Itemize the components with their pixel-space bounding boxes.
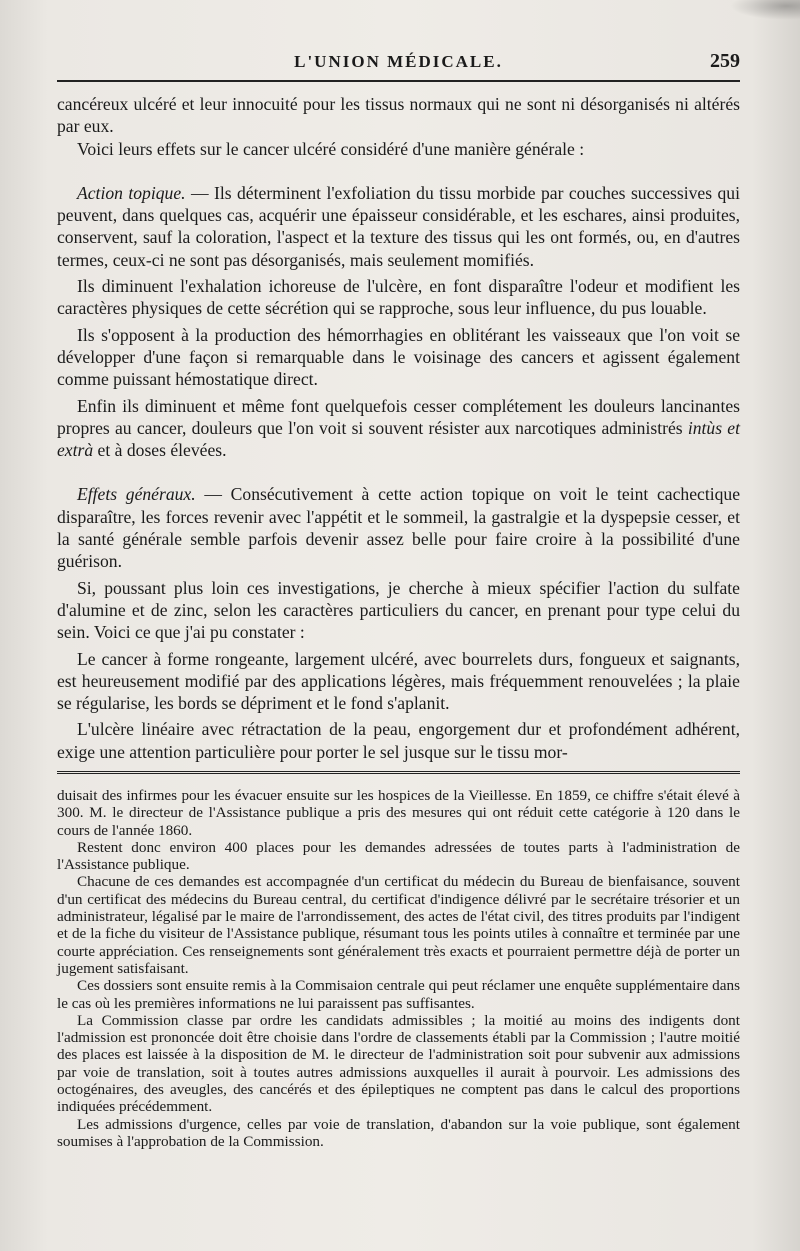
note-paragraph: Chacune de ces demandes est accompagnée d'un certificat du médecin du Bureau de bienfaisance, souvent d'un certificat des médecins du Bureau central, du certificat d'indigence délivré par le secrétaire trésorier et un administrateur, légalisé par le maire de l'arrondissement, des actes de l'état civil, des titres produits par l'indigent et de la fiche du visiteur de l'Assistance publique, résumant tous les points utiles à connaître et terminée par une courte appréciation. Ces renseignements sont généralement très exacts et pourraient permettre déjà de porter un jugement satisfaisant. <box>57 873 740 977</box>
paragraph-forme-rongeante: Le cancer à forme rongeante, largement ulcéré, avec bourrelets durs, fongueux et saignants, est heureusement modifié par des applications légères, mais fréquemment renouvelées ; la plaie se régularise, les bords se dépriment et le fond s'aplanit. <box>57 648 740 714</box>
note-paragraph: Ces dossiers sont ensuite remis à la Commisaion centrale qui peut réclamer une enquête supplémentaire dans le cas où les premières informations ne lui paraissent pas suffisantes. <box>57 977 740 1012</box>
paragraph-ulcere-lineaire: L'ulcère linéaire avec rétractation de la peau, engorgement dur et profondément adhérent, exige une attention particulière pour porter le sel jusque sur le tissu mor- <box>57 719 740 762</box>
note-paragraph: Restent donc environ 400 places pour les demandes adressées de toutes parts à l'administration de l'Assistance publique. <box>57 838 740 874</box>
run-in-heading: Effets généraux. <box>77 484 196 505</box>
run-in-heading: Action topique. <box>77 182 186 203</box>
note-paragraph: Les admissions d'urgence, celles par voie de translation, d'abandon sur la voie publique, sont également soumises à l'approbation de la Commission. <box>57 1115 740 1150</box>
note-paragraph: duisait des infirmes pour les évacuer ensuite sur les hospices de la Vieillesse. En 1859, ce chiffre s'était élevé à 300. M. le directeur de l'Assistance publique a pris des mesures qui ont réduit cette catégorie à 120 dans le cours de l'année 1860. <box>57 787 740 839</box>
paragraph-action-topique: Action topique. — Ils déterminent l'exfoliation du tissu morbide par couches successives qui peuvent, dans quelques cas, acquérir une épaisseur considérable, et les eschares, ainsi produites, conservent, sauf la coloration, l'aspect et la texture des tissus qui les ont formés, ou, en d'autres termes, ceux-ci ne sont pas désorganisés, mais seulement momifiés. <box>57 182 740 270</box>
paragraph-hemorrhagies: Ils s'opposent à la production des hémorrhagies en oblitérant les vaisseaux que l'on voit se développer d'une façon si remarquable dans le voisinage des cancers et agissent également comme puissant hémostatique direct. <box>57 324 740 390</box>
paragraph-effets-generaux: Effets généraux. — Consécutivement à cette action topique on voit le teint cachectique disparaître, les forces revenir avec l'appétit et le sommeil, la gastralgie et la dyspepsie cesser, et la santé générale semble parfois devenir assez belle pour faire croire à la possibilité d'une guérison. <box>57 484 741 572</box>
header-rule <box>57 80 740 82</box>
paragraph-intro: Voici leurs effets sur le cancer ulcéré considéré d'une manière générale : <box>77 138 585 159</box>
paragraph-exhalation: Ils diminuent l'exhalation ichoreuse de l'ulcère, en font disparaître l'odeur et modifient les caractères physiques de cette sécrétion qui se rapproche, sous leur influence, du pus louable. <box>57 276 740 319</box>
paragraph-douleurs: Enfin ils diminuent et même font quelquefois cesser complétement les douleurs lancinantes propres au cancer, douleurs que l'on voit si souvent résister aux narcotiques administrés intùs et extrà et à doses élevées. <box>57 395 740 461</box>
page-header <box>57 52 740 78</box>
note-paragraph: La Commission classe par ordre les candidats admissibles ; la moitié au moins des indigents dont l'admission est prononcée doit être choisie dans l'ordre de classements établi par la Commission ; l'autre moitié des places est laissée à la disposition de M. le directeur de l'administration soit pour subvenir aux admissions par voie de translation, soit à toutes autres admissions auxquelles il aurait à pourvoir. Les admissions des octogénaires, des aveugles, des cancérés et des épileptiques ne comptent pas dans le calcul des proportions indiquées précédemment. <box>57 1011 740 1116</box>
paragraph-continued: cancéreux ulcéré et leur innocuité pour les tissus normaux qui ne sont ni désorganisés ni altérés par eux. <box>57 94 740 137</box>
paragraph-investigations: Si, poussant plus loin ces investigations, je cherche à mieux spécifier l'action du sulfate d'alumine et de zinc, selon les caractères particuliers du cancer, en prenant pour type celui du sein. Voici ce que j'ai pu constater : <box>57 577 740 643</box>
page-number: 259 <box>710 50 740 72</box>
footnote-block <box>57 787 740 1150</box>
main-text <box>57 93 740 763</box>
latin-phrase: intùs et extrà <box>57 417 740 461</box>
footnote-separator <box>57 771 740 777</box>
running-title: L'UNION MÉDICALE. <box>294 52 503 71</box>
corner-smudge <box>730 0 800 20</box>
